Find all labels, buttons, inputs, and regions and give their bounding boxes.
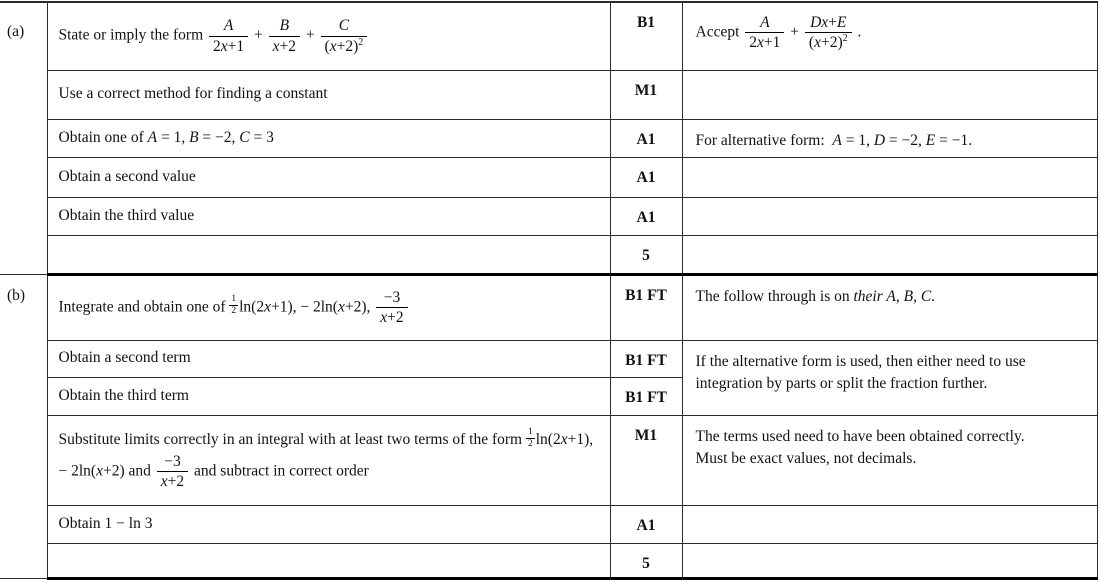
row-a4 [0, 157, 1097, 197]
row-b-total [0, 543, 1097, 578]
comment-cell: Accept $\frac{A}{2x+1}$ + $\frac{Dx+E}{(x+2)^2}$ . [682, 2, 1097, 70]
answer-cell: Integrate and obtain one of $\frac{1}{2}$ ln(2x+1), − 2ln(x+2), $\frac{-3}{x+2}$ [47, 274, 610, 340]
mark-cell: A1 [610, 119, 682, 157]
comment-cell: For alternative form: A = 1, D = −2, E = −1. [682, 119, 1097, 157]
mark-cell: A1 [610, 157, 682, 197]
answer-cell: Obtain 1 − ln 3 [47, 505, 610, 543]
row-b2 [0, 340, 1097, 377]
comment-cell-empty [682, 235, 1097, 274]
row-b5 [0, 505, 1097, 543]
row-a5 [0, 197, 1097, 235]
answer-cell-empty [47, 235, 610, 274]
answer-cell: Obtain a second value [47, 157, 610, 197]
row-a-total [0, 235, 1097, 274]
row-a3 [0, 119, 1097, 157]
answer-cell: Substitute limits correctly in an integral with at least two terms of the form $\frac{1}{2}$ ln(2x+1), − 2ln(x+2) and $\frac{-3}{x+2}$ and subtract in correct order [47, 415, 610, 505]
total-marks-cell: 5 [610, 235, 682, 274]
row-a2 [0, 70, 1097, 119]
answer-cell-empty [47, 543, 610, 578]
comment-cell-empty [682, 157, 1097, 197]
part-label-a: (a) [0, 2, 47, 274]
mark-cell: A1 [610, 197, 682, 235]
total-marks-cell: 5 [610, 543, 682, 578]
mark-cell: M1 [610, 70, 682, 119]
comment-cell-empty [682, 543, 1097, 578]
comment-cell: The terms used need to have been obtained correctly. Must be exact values, not decimals. [682, 415, 1097, 505]
comment-cell: The follow through is on their A, B, C. [682, 274, 1097, 340]
comment-cell-spanning: If the alternative form is used, then either need to use integration by parts or split the fraction further. [682, 340, 1097, 415]
mark-cell: M1 [610, 415, 682, 505]
mark-cell: B1 FT [610, 377, 682, 415]
mark-cell: A1 [610, 505, 682, 543]
mark-scheme-table [0, 1, 1098, 580]
mark-cell: B1 FT [610, 340, 682, 377]
comment-cell-empty [682, 197, 1097, 235]
comment-cell-empty [682, 70, 1097, 119]
answer-cell: Obtain the third value [47, 197, 610, 235]
answer-cell: Use a correct method for finding a constant [47, 70, 610, 119]
row-a1 [0, 2, 1097, 70]
mark-cell: B1 FT [610, 274, 682, 340]
answer-cell: Obtain one of A = 1, B = −2, C = 3 [47, 119, 610, 157]
answer-cell: Obtain the third term [47, 377, 610, 415]
answer-cell: State or imply the form $\frac{A}{2x+1}$ + $\frac{B}{x+2}$ + $\frac{C}{(x+2)^2}$ [47, 2, 610, 70]
part-label-b: (b) [0, 274, 47, 578]
comment-cell-empty [682, 505, 1097, 543]
mark-cell: B1 [610, 2, 682, 70]
row-b1 [0, 274, 1097, 340]
row-b4 [0, 415, 1097, 505]
answer-cell: Obtain a second term [47, 340, 610, 377]
